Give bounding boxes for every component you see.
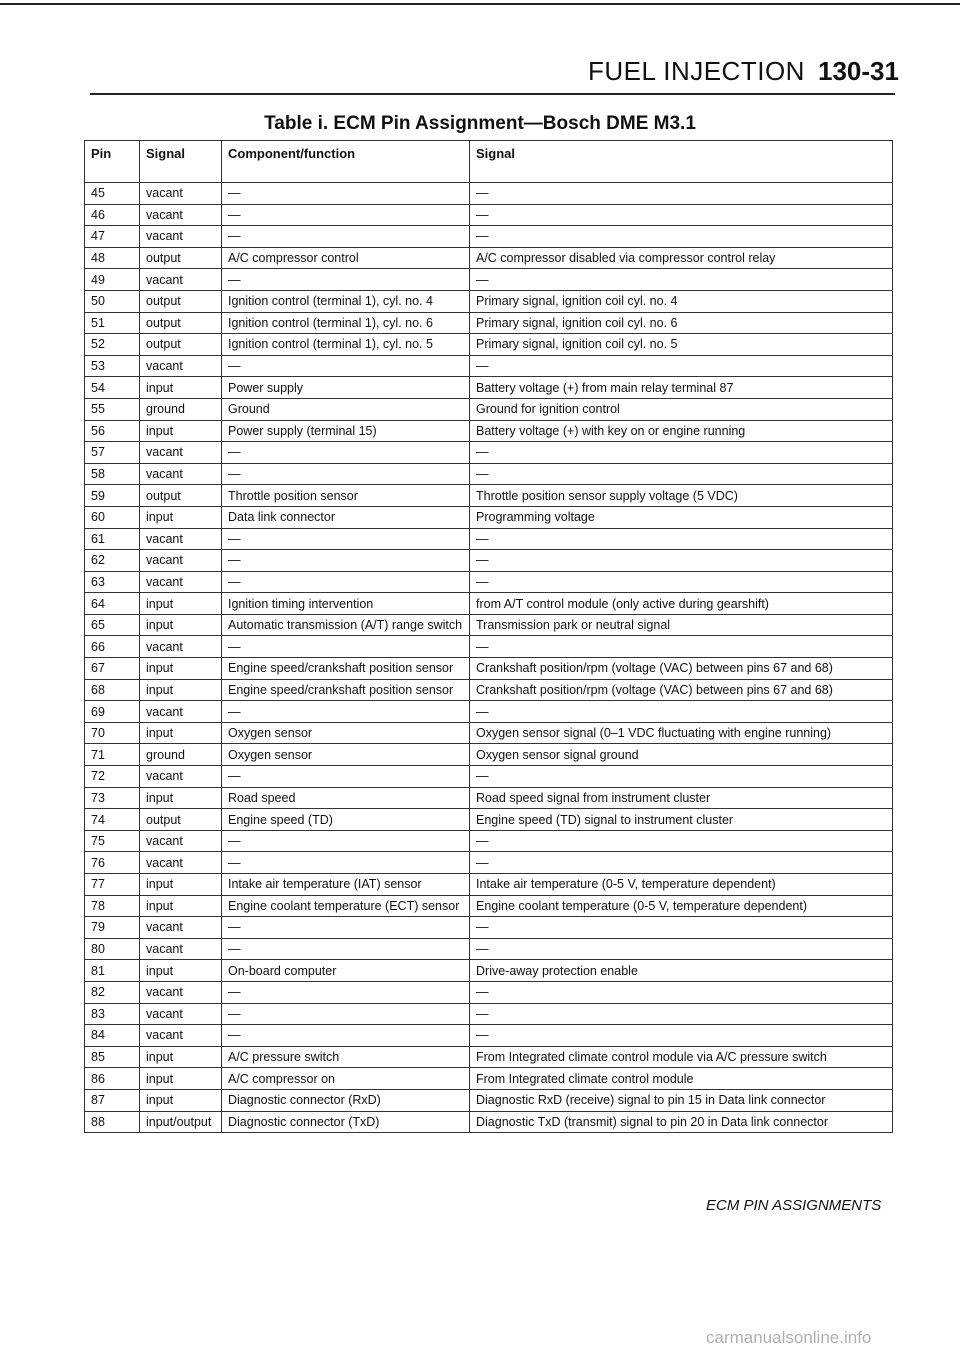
table-row [85, 377, 893, 399]
signal-description-cell: Primary signal, ignition coil cyl. no. 4 [470, 290, 893, 312]
signal-type-cell: input [140, 874, 222, 896]
signal-type-cell: input [140, 420, 222, 442]
component-cell: On-board computer [222, 960, 470, 982]
pin-cell: 81 [85, 960, 140, 982]
signal-description-cell: — [470, 571, 893, 593]
pin-cell: 48 [85, 247, 140, 269]
table-row [85, 550, 893, 572]
signal-description-cell: — [470, 981, 893, 1003]
signal-type-cell: vacant [140, 917, 222, 939]
signal-type-cell: vacant [140, 528, 222, 550]
signal-type-cell: ground [140, 398, 222, 420]
pin-cell: 87 [85, 1089, 140, 1111]
component-cell: Ignition control (terminal 1), cyl. no. 6 [222, 312, 470, 334]
signal-type-cell: vacant [140, 183, 222, 205]
table-body [85, 183, 893, 1133]
signal-type-cell: vacant [140, 701, 222, 723]
signal-type-cell: output [140, 334, 222, 356]
pin-cell: 51 [85, 312, 140, 334]
signal-description-cell: From Integrated climate control module [470, 1068, 893, 1090]
pin-cell: 79 [85, 917, 140, 939]
table-row [85, 1089, 893, 1111]
pin-cell: 73 [85, 787, 140, 809]
signal-type-cell: input [140, 593, 222, 615]
signal-description-cell: Battery voltage (+) from main relay terminal 87 [470, 377, 893, 399]
signal-type-cell: output [140, 312, 222, 334]
component-cell: — [222, 550, 470, 572]
table-row [85, 463, 893, 485]
signal-description-cell: — [470, 528, 893, 550]
table-row [85, 269, 893, 291]
signal-description-cell: From Integrated climate control module via A/C pressure switch [470, 1046, 893, 1068]
component-cell: — [222, 528, 470, 550]
column-header-signal-type: Signal [140, 141, 222, 183]
signal-type-cell: input [140, 722, 222, 744]
signal-description-cell: Intake air temperature (0-5 V, temperature dependent) [470, 874, 893, 896]
pin-cell: 74 [85, 809, 140, 831]
table-row [85, 614, 893, 636]
component-cell: Power supply [222, 377, 470, 399]
pin-cell: 52 [85, 334, 140, 356]
pin-cell: 80 [85, 938, 140, 960]
signal-type-cell: vacant [140, 571, 222, 593]
component-cell: — [222, 701, 470, 723]
component-cell: — [222, 766, 470, 788]
table-row [85, 679, 893, 701]
component-cell: — [222, 636, 470, 658]
signal-description-cell: — [470, 917, 893, 939]
table-row [85, 226, 893, 248]
pin-cell: 65 [85, 614, 140, 636]
pin-cell: 78 [85, 895, 140, 917]
signal-type-cell: input [140, 614, 222, 636]
table-row [85, 355, 893, 377]
table-row [85, 766, 893, 788]
pin-cell: 71 [85, 744, 140, 766]
table-row [85, 1046, 893, 1068]
signal-description-cell: — [470, 938, 893, 960]
signal-description-cell: Diagnostic TxD (transmit) signal to pin 20 in Data link connector [470, 1111, 893, 1133]
signal-type-cell: vacant [140, 766, 222, 788]
pin-cell: 68 [85, 679, 140, 701]
signal-type-cell: input [140, 960, 222, 982]
component-cell: — [222, 183, 470, 205]
pin-cell: 75 [85, 830, 140, 852]
pin-cell: 83 [85, 1003, 140, 1025]
table-row [85, 420, 893, 442]
component-cell: Ignition control (terminal 1), cyl. no. 5 [222, 334, 470, 356]
signal-description-cell: Primary signal, ignition coil cyl. no. 6 [470, 312, 893, 334]
signal-description-cell: Battery voltage (+) with key on or engine running [470, 420, 893, 442]
table-row [85, 1111, 893, 1133]
table-row [85, 787, 893, 809]
component-cell: — [222, 226, 470, 248]
table-row [85, 744, 893, 766]
signal-description-cell: Programming voltage [470, 506, 893, 528]
table-row [85, 809, 893, 831]
pin-cell: 82 [85, 981, 140, 1003]
signal-type-cell: output [140, 485, 222, 507]
pin-cell: 67 [85, 658, 140, 680]
signal-description-cell: Ground for ignition control [470, 398, 893, 420]
table-row [85, 917, 893, 939]
signal-description-cell: — [470, 852, 893, 874]
signal-type-cell: input/output [140, 1111, 222, 1133]
signal-description-cell: — [470, 269, 893, 291]
component-cell: Oxygen sensor [222, 722, 470, 744]
signal-type-cell: input [140, 1046, 222, 1068]
component-cell: Automatic transmission (A/T) range switch [222, 614, 470, 636]
signal-type-cell: vacant [140, 204, 222, 226]
signal-type-cell: input [140, 895, 222, 917]
pin-cell: 69 [85, 701, 140, 723]
pin-cell: 47 [85, 226, 140, 248]
component-cell: — [222, 442, 470, 464]
signal-description-cell: — [470, 463, 893, 485]
signal-description-cell: — [470, 1003, 893, 1025]
pin-cell: 50 [85, 290, 140, 312]
pin-cell: 62 [85, 550, 140, 572]
table-row [85, 247, 893, 269]
signal-type-cell: vacant [140, 550, 222, 572]
pin-cell: 45 [85, 183, 140, 205]
table-row [85, 938, 893, 960]
table-row [85, 506, 893, 528]
table-row [85, 334, 893, 356]
table-row [85, 593, 893, 615]
table-row [85, 1003, 893, 1025]
signal-type-cell: vacant [140, 938, 222, 960]
signal-description-cell: — [470, 226, 893, 248]
table-header-row [85, 141, 893, 183]
signal-description-cell: Road speed signal from instrument cluster [470, 787, 893, 809]
table-row [85, 571, 893, 593]
signal-type-cell: vacant [140, 1003, 222, 1025]
table-row [85, 290, 893, 312]
footer-label: ECM PIN ASSIGNMENTS [706, 1197, 882, 1214]
watermark: carmanualsonline.info [706, 1328, 872, 1347]
component-cell: — [222, 830, 470, 852]
component-cell: — [222, 571, 470, 593]
signal-description-cell: from A/T control module (only active during gearshift) [470, 593, 893, 615]
component-cell: — [222, 917, 470, 939]
signal-type-cell: vacant [140, 442, 222, 464]
component-cell: A/C compressor control [222, 247, 470, 269]
signal-description-cell: — [470, 355, 893, 377]
pin-cell: 64 [85, 593, 140, 615]
component-cell: Throttle position sensor [222, 485, 470, 507]
pin-assignment-table [84, 140, 893, 1133]
signal-description-cell: Engine coolant temperature (0-5 V, temperature dependent) [470, 895, 893, 917]
component-cell: — [222, 981, 470, 1003]
component-cell: Ignition control (terminal 1), cyl. no. 4 [222, 290, 470, 312]
column-header-signal-description: Signal [470, 141, 893, 183]
table-row [85, 183, 893, 205]
component-cell: Ground [222, 398, 470, 420]
signal-type-cell: output [140, 247, 222, 269]
table-row [85, 852, 893, 874]
signal-description-cell: Drive-away protection enable [470, 960, 893, 982]
signal-type-cell: vacant [140, 1025, 222, 1047]
signal-description-cell: — [470, 183, 893, 205]
signal-description-cell: Oxygen sensor signal (0–1 VDC fluctuating with engine running) [470, 722, 893, 744]
pin-cell: 58 [85, 463, 140, 485]
top-rule [0, 3, 960, 5]
table-row [85, 485, 893, 507]
pin-cell: 49 [85, 269, 140, 291]
table-row [85, 960, 893, 982]
component-cell: Diagnostic connector (RxD) [222, 1089, 470, 1111]
signal-type-cell: output [140, 290, 222, 312]
component-cell: A/C compressor on [222, 1068, 470, 1090]
pin-cell: 66 [85, 636, 140, 658]
component-cell: Engine speed/crankshaft position sensor [222, 658, 470, 680]
pin-cell: 70 [85, 722, 140, 744]
signal-description-cell: A/C compressor disabled via compressor control relay [470, 247, 893, 269]
signal-type-cell: vacant [140, 269, 222, 291]
section-title: FUEL INJECTION [588, 56, 805, 86]
component-cell: Intake air temperature (IAT) sensor [222, 874, 470, 896]
component-cell: — [222, 852, 470, 874]
signal-type-cell: vacant [140, 852, 222, 874]
column-header-pin: Pin [85, 141, 140, 183]
table-title: Table i. ECM Pin Assignment—Bosch DME M3.1 [264, 113, 696, 134]
component-cell: Oxygen sensor [222, 744, 470, 766]
component-cell: — [222, 1025, 470, 1047]
component-cell: Engine speed (TD) [222, 809, 470, 831]
component-cell: Road speed [222, 787, 470, 809]
component-cell: Data link connector [222, 506, 470, 528]
signal-description-cell: Crankshaft position/rpm (voltage (VAC) between pins 67 and 68) [470, 658, 893, 680]
table-row [85, 398, 893, 420]
signal-description-cell: — [470, 442, 893, 464]
pin-cell: 59 [85, 485, 140, 507]
pin-cell: 76 [85, 852, 140, 874]
pin-cell: 72 [85, 766, 140, 788]
signal-description-cell: — [470, 550, 893, 572]
signal-description-cell: Crankshaft position/rpm (voltage (VAC) between pins 67 and 68) [470, 679, 893, 701]
signal-type-cell: vacant [140, 463, 222, 485]
signal-type-cell: vacant [140, 981, 222, 1003]
signal-type-cell: input [140, 1089, 222, 1111]
component-cell: Power supply (terminal 15) [222, 420, 470, 442]
component-cell: — [222, 355, 470, 377]
signal-type-cell: input [140, 1068, 222, 1090]
signal-type-cell: ground [140, 744, 222, 766]
component-cell: — [222, 204, 470, 226]
component-cell: A/C pressure switch [222, 1046, 470, 1068]
signal-type-cell: vacant [140, 355, 222, 377]
signal-type-cell: input [140, 658, 222, 680]
pin-cell: 61 [85, 528, 140, 550]
table-row [85, 981, 893, 1003]
component-cell: — [222, 938, 470, 960]
component-cell: — [222, 463, 470, 485]
signal-type-cell: vacant [140, 226, 222, 248]
pin-cell: 84 [85, 1025, 140, 1047]
table-row [85, 874, 893, 896]
signal-type-cell: vacant [140, 830, 222, 852]
table-row [85, 528, 893, 550]
table-row [85, 312, 893, 334]
component-cell: Engine speed/crankshaft position sensor [222, 679, 470, 701]
table-row [85, 722, 893, 744]
signal-type-cell: vacant [140, 636, 222, 658]
signal-type-cell: output [140, 809, 222, 831]
component-cell: Diagnostic connector (TxD) [222, 1111, 470, 1133]
component-cell: — [222, 1003, 470, 1025]
signal-type-cell: input [140, 506, 222, 528]
component-cell: Engine coolant temperature (ECT) sensor [222, 895, 470, 917]
table-row [85, 895, 893, 917]
pin-cell: 85 [85, 1046, 140, 1068]
component-cell: Ignition timing intervention [222, 593, 470, 615]
signal-description-cell: — [470, 701, 893, 723]
component-cell: — [222, 269, 470, 291]
table-row [85, 636, 893, 658]
signal-description-cell: — [470, 766, 893, 788]
column-header-component: Component/function [222, 141, 470, 183]
table-row [85, 442, 893, 464]
pin-cell: 63 [85, 571, 140, 593]
signal-description-cell: Transmission park or neutral signal [470, 614, 893, 636]
signal-type-cell: input [140, 787, 222, 809]
page-number: 130-31 [818, 56, 899, 86]
header-rule [90, 93, 895, 95]
pin-cell: 86 [85, 1068, 140, 1090]
signal-type-cell: input [140, 679, 222, 701]
pin-cell: 46 [85, 204, 140, 226]
signal-description-cell: — [470, 1025, 893, 1047]
pin-cell: 88 [85, 1111, 140, 1133]
table-row [85, 204, 893, 226]
signal-description-cell: Diagnostic RxD (receive) signal to pin 15 in Data link connector [470, 1089, 893, 1111]
signal-type-cell: input [140, 377, 222, 399]
table-row [85, 1068, 893, 1090]
signal-description-cell: — [470, 830, 893, 852]
pin-cell: 60 [85, 506, 140, 528]
pin-cell: 53 [85, 355, 140, 377]
table-row [85, 830, 893, 852]
signal-description-cell: — [470, 636, 893, 658]
pin-cell: 54 [85, 377, 140, 399]
pin-cell: 57 [85, 442, 140, 464]
pin-cell: 77 [85, 874, 140, 896]
signal-description-cell: Primary signal, ignition coil cyl. no. 5 [470, 334, 893, 356]
pin-cell: 56 [85, 420, 140, 442]
signal-description-cell: Engine speed (TD) signal to instrument cluster [470, 809, 893, 831]
signal-description-cell: — [470, 204, 893, 226]
signal-description-cell: Oxygen sensor signal ground [470, 744, 893, 766]
table-row [85, 658, 893, 680]
table-row [85, 701, 893, 723]
signal-description-cell: Throttle position sensor supply voltage (5 VDC) [470, 485, 893, 507]
table-row [85, 1025, 893, 1047]
pin-cell: 55 [85, 398, 140, 420]
